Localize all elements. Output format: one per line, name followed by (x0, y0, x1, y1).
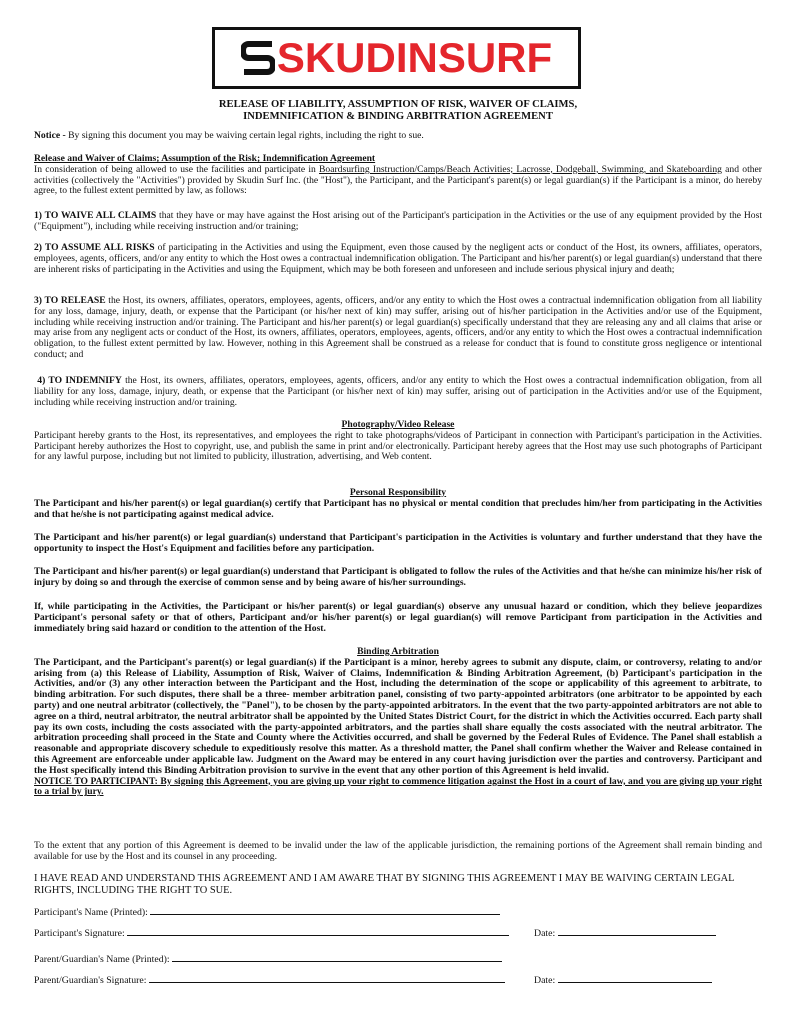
participant-signature-label: Participant's Signature: (34, 928, 125, 939)
title-line-1: RELEASE OF LIABILITY, ASSUMPTION OF RISK, WAIVER OF CLAIMS, (218, 99, 578, 110)
acknowledgment-paragraph (34, 873, 762, 896)
guardian-date-field[interactable] (558, 973, 712, 983)
acknowledgment-text: I HAVE READ AND UNDERSTAND THIS AGREEMENT AND I AM AWARE THAT BY SIGNING THIS AGREEMENT I MAY BE WAIVING CERTAIN LEGAL RIGHTS, INCLUDING THE RIGHT TO SUE. (34, 873, 735, 896)
participant-signature-field[interactable] (127, 926, 509, 936)
item3-text: the Host, its owners, affiliates, operators, employees, agents, officers, and/or any entity to which the Host owes a contractual indemnification obligation from all liability for any loss, damage, injury, death, or expense that the Participant (or his/her next of kin) may suffer, arising out of his/her participation in the Activities and/or use of the Equipment, including while receiving instruction and/or training. The Participant and his/her parent(s) or legal guardian(s) specifically understand that they are releasing any and all claims that arise or may arise from any negligent acts or conduct of the Host, its owners, affiliates, operators, employees, agents, officers, and/or any entity to which the Host owes a contractual indemnification obligation, to the fullest extent permitted by law. However, nothing in this Agreement shall be construed as a release for conduct that is found to constitute gross negligence or intentional conduct; and (34, 295, 762, 360)
responsibility-p4: If, while participating in the Activities, the Participant or his/her parent(s) or legal guardian(s) observe any unusual hazard or condition, which they believe jeopardizes Participant's personal safety or that of others, Participant and/or his/her parent(s) or legal guardian(s) will remove Participant from participation in the Activities and immediately bring said hazard or condition to the attention of the Host. (34, 601, 762, 634)
release-intro-a: In consideration of being allowed to use the facilities and participate in (34, 163, 320, 175)
responsibility-p3: The Participant and his/her parent(s) or legal guardian(s) understand that Participant is obligated to follow the rules of the Activities and that he/she can minimize his/her risk of injury by doing so and through the exercise of common sense and by being aware of his/her surroundings. (34, 566, 762, 588)
guardian-date-row (534, 973, 712, 986)
item-release (34, 296, 762, 361)
document-title (34, 99, 762, 122)
logo-wordmark: SKUDINSURF (276, 34, 553, 81)
guardian-signature-label: Parent/Guardian's Signature: (34, 975, 147, 986)
release-intro-b: and other activities (collectively the "Activities") provided by Skudin Surf Inc. (the "Host"), the Participant, and the Participant's parent(s) or legal guardian(s) if the Participant is a minor, do hereby agree, to the fullest extent permitted by law, as follows: (34, 163, 762, 197)
guardian-signature-field[interactable] (149, 973, 505, 983)
release-section (34, 154, 762, 197)
item3-label: 3) TO RELEASE (34, 295, 106, 306)
item1-label: 1) TO WAIVE ALL CLAIMS (34, 210, 157, 221)
participant-signature-row (34, 926, 509, 939)
item-assume-risks (34, 243, 762, 275)
responsibility-p2: The Participant and his/her parent(s) or legal guardian(s) understand that Participant's participation in the Activities is voluntary and further understand that they have the opportunity to inspect the Host's Equipment and facilities before any participation. (34, 532, 762, 554)
binding-arbitration-section (34, 647, 762, 798)
responsibility-p1: The Participant and his/her parent(s) or legal guardian(s) certify that Participant has no physical or mental condition that precludes him/her from participating in the Activities and that he/she is not participating against medical advice. (34, 497, 762, 520)
participant-name-row (34, 905, 500, 918)
notice-paragraph (34, 131, 762, 142)
participant-name-field[interactable] (150, 905, 500, 915)
participant-date-field[interactable] (558, 926, 716, 936)
participant-date-row (534, 926, 716, 939)
item-indemnify (34, 376, 762, 408)
photo-text: Participant hereby grants to the Host, its representatives, and employees the right to take photographs/videos of Participant in connection with Participant's participation in the Activities. Participant hereby authorizes the Host to copyright, use, and publish the same in print and/or electronically. Participant hereby agrees that the Host may use such photographs of Participant for any lawful purpose, including but not limited to publicity, illustration, advertising, and Web content. (34, 429, 762, 463)
responsibility-p2-block (34, 533, 762, 555)
arbitration-text: The Participant, and the Participant's parent(s) or legal guardian(s) if the Participant is a minor, hereby agrees to submit any dispute, claim, or controversy, relating to and/or arising from (a) this Release of Liability, Assumption of Risk, Waiver of Claims, Indemnification & Binding Arbitration Agreement, (b) Participant's participation in the Activities, and/or (3) any other interaction between the Participant and the Host, including the determination of the scope or applicability of this agreement to arbitrate, to binding arbitration. For such disputes, there shall be a three- member arbitration panel, consisting of two party-appointed arbitrators (one arbitrator to be appointed by each party) and one neutral arbitrator (collectively, the "Panel"), to be chosen by the party-appointed arbitrators. In the event that the two party-appointed arbitrators are not able to agree on a third, neutral arbitrator, the neutral arbitrator shall be appointed by the United States District Court, for the district in which the Activities occurred. Each party shall pay its own costs, including the costs associated with the party-appointed arbitrators, and the parties shall share equally the costs associated with the neutral arbitrator. The arbitration proceeding shall proceed in the State and County where the Activities occurred, and shall be governed by the Federal Rules of Evidence. The Panel shall establish a reasonable and appropriate discovery schedule to expeditiously resolve this matter. As a threshold matter, the Panel shall confirm whether the Waiver and Release contained in this Agreement are enforceable under applicable law. Judgment on the Award may be entered in any court having jurisdiction over the parties and controversy. Participant and the Host specifically intend this Binding Arbitration provision to survive in the event that any other portion of this Agreement is held invalid. (34, 656, 762, 776)
photo-release-section (34, 420, 762, 463)
notice-label: Notice - (34, 130, 66, 141)
guardian-name-field[interactable] (172, 952, 502, 962)
item-waive-claims (34, 211, 762, 233)
participant-date-label: Date: (534, 928, 556, 939)
skudinsurf-logo (212, 27, 581, 89)
participant-name-label: Participant's Name (Printed): (34, 907, 148, 918)
waiver-document (34, 0, 762, 1024)
item2-label: 2) TO ASSUME ALL RISKS (34, 242, 155, 253)
severability-text: To the extent that any portion of this Agreement is deemed to be invalid under the law of the applicable jurisdiction, the remaining portions of the Agreement shall remain binding and available for use by the Host and its counsel in any proceeding. (34, 840, 762, 862)
responsibility-p4-block (34, 602, 762, 634)
activities-list: Boardsurfing Instruction/Camps/Beach Activities; Lacrosse, Dodgeball, Swimming, and Skateboarding (319, 163, 722, 175)
responsibility-heading: Personal Responsibility (349, 487, 447, 498)
arbitration-notice: NOTICE TO PARTICIPANT: By signing this Agreement, you are giving up your right to commence litigation against the Host in a court of law, and you are giving up your right to a trial by jury. (34, 775, 762, 798)
severability-paragraph (34, 841, 762, 863)
guardian-name-label: Parent/Guardian's Name (Printed): (34, 954, 170, 965)
item1-text: that they have or may have against the Host arising out of the Participant's participation in the Activities or the use of any equipment provided by the Host ("Equipment"), including while receiving instruction and/or training; (34, 210, 762, 232)
responsibility-p3-block (34, 567, 762, 589)
photo-heading: Photography/Video Release (341, 419, 455, 430)
title-line-2: INDEMNIFICATION & BINDING ARBITRATION AGREEMENT (243, 110, 553, 122)
guardian-signature-row (34, 973, 505, 986)
release-heading: Release and Waiver of Claims; Assumption of the Risk; Indemnification Agreement (34, 153, 376, 164)
item4-label: 4) TO INDEMNIFY (37, 375, 122, 386)
s-swirl-icon (241, 38, 275, 78)
item4-text: the Host, its owners, affiliates, operators, employees, agents, officers, and/or any entity to which the Host owes a contractual indemnification obligation, from all liability for any loss, damage, injury, death, or expense that the Participant (or his/her next of kin) may suffer, arising out of participation in the Activities and/or use of the Equipment, including while receiving instruction and/or training. (34, 375, 762, 408)
notice-text: By signing this document you may be waiving certain legal rights, including the right to sue. (65, 130, 424, 141)
guardian-name-row (34, 952, 502, 965)
personal-responsibility-section (34, 488, 762, 520)
guardian-date-label: Date: (534, 975, 556, 986)
item2-text: of participating in the Activities and using the Equipment, even those caused by the negligent acts or conduct of the Host, its owners, affiliates, operators, employees, agents, officers, and/or any entity to which the Host owes a contractual indemnification obligation. The Participant and his/her parent(s) or legal guardian(s) understand that there are inherent risks of participating in the Activities and using the Equipment, which may be both foreseen and unforeseen and include serious physical injury and death; (34, 242, 762, 275)
arbitration-heading: Binding Arbitration (357, 646, 439, 657)
